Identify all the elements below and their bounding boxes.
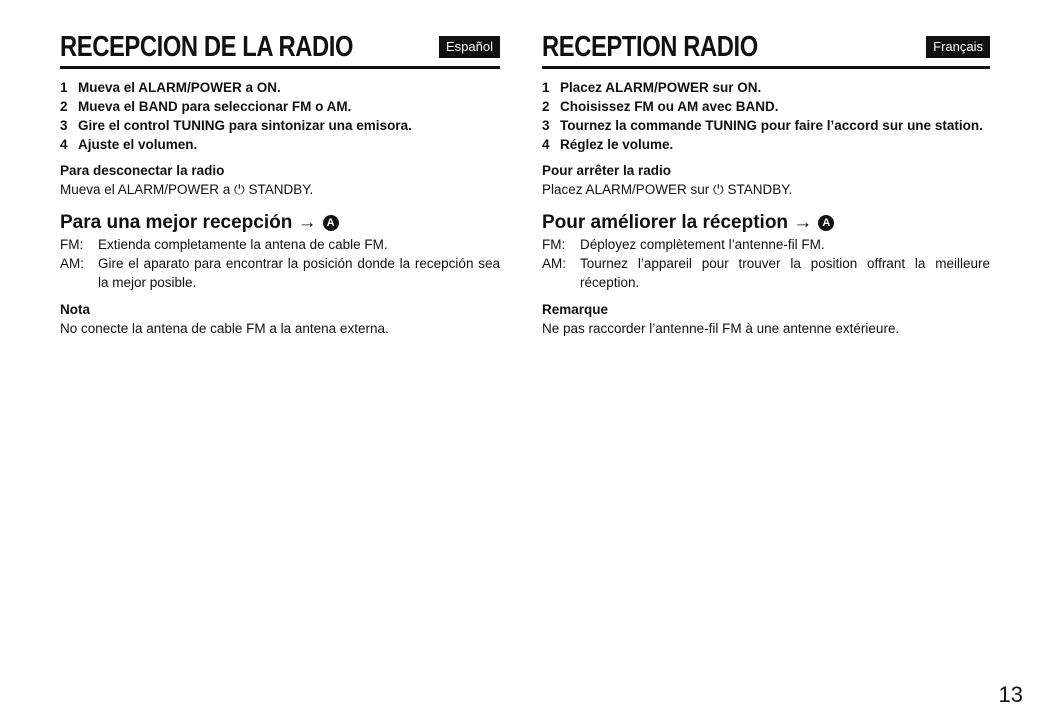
figure-a-badge-icon: A: [818, 215, 834, 231]
am-instruction: AM: Gire el aparato para encontrar la posición donde la recepción sea la mejor posible.: [60, 256, 500, 290]
note-heading: Nota: [60, 302, 90, 317]
am-instruction: AM: Tournez l’appareil pour trouver la position offrant la meilleure réception.: [542, 256, 990, 290]
page-number: 13: [998, 682, 1023, 707]
step-item: 1 Mueva el ALARM/POWER a ON.: [60, 80, 281, 95]
french-steps: [542, 78, 990, 154]
step-item: 2 Choisissez FM ou AM avec BAND.: [542, 99, 779, 114]
spanish-language-tag: Español: [439, 36, 500, 58]
stop-radio-text: Mueva el ALARM/POWER a ⏻ STANDBY.: [60, 182, 314, 197]
note-text: No conecte la antena de cable FM a la antena externa.: [60, 321, 389, 336]
spanish-header: [60, 30, 500, 69]
step-item: 1 Placez ALARM/POWER sur ON.: [542, 80, 762, 95]
note-heading: Remarque: [542, 302, 609, 317]
step-item: 2 Mueva el BAND para seleccionar FM o AM.: [60, 99, 352, 114]
french-section: [542, 30, 990, 338]
step-item: 3 Gire el control TUNING para sintonizar una emisora.: [60, 118, 412, 133]
french-header: [542, 30, 990, 69]
note-text: Ne pas raccorder l’antenne-fil FM à une antenne extérieure.: [542, 321, 900, 336]
step-item: 3 Tournez la commande TUNING pour faire l’accord sur une station.: [542, 118, 983, 133]
spanish-title: RECEPCION DE LA RADIO: [60, 31, 354, 63]
stop-radio-text: Placez ALARM/POWER sur ⏻ STANDBY.: [542, 182, 793, 197]
better-reception-heading: Para una mejor recepción → A: [60, 211, 500, 235]
spanish-steps: [60, 78, 500, 154]
stop-radio-heading: Pour arrêter la radio: [542, 163, 672, 178]
french-language-tag: Français: [926, 36, 990, 58]
stop-radio-heading: Para desconectar la radio: [60, 163, 225, 178]
step-item: 4 Ajuste el volumen.: [60, 137, 198, 152]
spanish-section: [60, 30, 500, 338]
step-item: 4 Réglez le volume.: [542, 137, 674, 152]
fm-instruction: FM: Déployez complètement l’antenne-fil FM.: [542, 237, 825, 252]
french-title: RECEPTION RADIO: [542, 31, 758, 63]
fm-instruction: FM: Extienda completamente la antena de cable FM.: [60, 237, 388, 252]
better-reception-heading: Pour améliorer la réception → A: [542, 211, 990, 235]
figure-a-badge-icon: A: [323, 215, 339, 231]
